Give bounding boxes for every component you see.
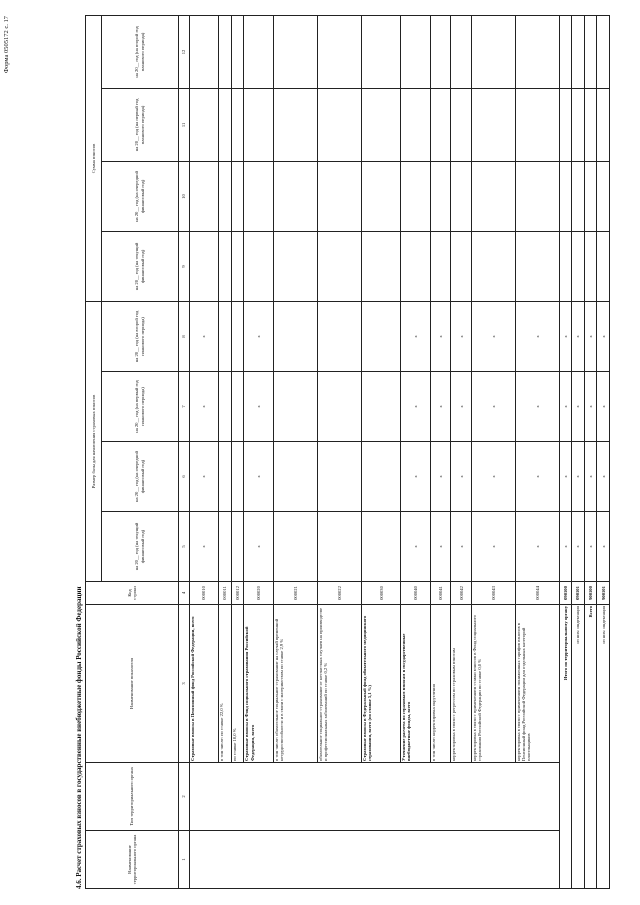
cell-x: x (597, 372, 610, 442)
header-base-second: на 20__ год (на второй год планового периода) (101, 301, 178, 371)
table-row (318, 15, 362, 888)
col-num: 3 (178, 605, 189, 763)
cell-x: x (572, 301, 585, 371)
row-code: 000012 (231, 582, 244, 605)
column-numbers-row (178, 15, 189, 888)
row-name: Уточнение расчета по страховым взносам в государственные внебюджетные фонды, всего (401, 605, 431, 763)
header-body-type: Тип территориального органа (86, 763, 179, 831)
table-row (451, 15, 471, 888)
cell-x (274, 512, 318, 582)
row-name: в том числе: обязательное социальное страхование на случай временной нетрудоспособности и в связи с материнством по ставке 2,9 % (274, 605, 318, 763)
table-row (189, 15, 219, 888)
cell-x: x (431, 372, 451, 442)
total-label: из них: индексация (572, 605, 585, 889)
header-base-current: на 20__ год (на текущий финансовый год) (101, 512, 178, 582)
cell-x: x (244, 301, 274, 371)
cell-x: x (515, 372, 559, 442)
cell-x (231, 301, 244, 371)
total-code: 090100 (559, 582, 572, 605)
cell-x: x (451, 512, 471, 582)
row-name: обязательное социальное страхование от несчастных случаев на производстве и профессиональных заболеваний по ставке 0,2 % (318, 605, 362, 763)
cell-x: x (559, 512, 572, 582)
row-code: 000020 (244, 582, 274, 605)
table-row (244, 15, 274, 888)
row-code: 000010 (189, 582, 219, 605)
header-base-first: на 20__ год (на первый год планового периода) (101, 372, 178, 442)
total-label: из них: индексация (597, 605, 610, 889)
cell-x: x (451, 301, 471, 371)
cell-x: x (471, 301, 515, 371)
cell-x (274, 301, 318, 371)
table-row (219, 15, 232, 888)
cell-x: x (431, 512, 451, 582)
row-name: Страховые взносы в Федеральный фонд обязательного медицинского страхования, всего (по ставке 5,1 %) (362, 605, 401, 763)
header-base-next: на 20__ год (на очередной финансовый год) (101, 442, 178, 512)
header-group-sum: Сумма взносов (86, 15, 102, 301)
cell-x: x (515, 442, 559, 512)
cell-x: x (559, 372, 572, 442)
cell-x: x (584, 512, 597, 582)
table-row (274, 15, 318, 888)
row-name: в том числе: корректировка округления (431, 605, 451, 763)
row-code: 000044 (515, 582, 559, 605)
cell-x (219, 372, 232, 442)
cell-x (219, 301, 232, 371)
contributions-table (85, 15, 610, 889)
cell-x: x (572, 442, 585, 512)
cell-x (231, 372, 244, 442)
cell-x: x (597, 512, 610, 582)
cell-x: x (401, 372, 431, 442)
cell-x: x (431, 301, 451, 371)
cell-x (362, 512, 401, 582)
row-code: 000041 (431, 582, 451, 605)
cell-x: x (401, 442, 431, 512)
row-name: корректировка в связи с применением пониженных тарифов взносов в Пенсионный фонд Российской Федерации для отдельных категорий плательщиков (515, 605, 559, 763)
table-row (401, 15, 431, 888)
total-label: Итого по территориальному органу (559, 605, 572, 889)
cell-x: x (189, 512, 219, 582)
row-code: 000040 (401, 582, 431, 605)
total-label: Всего (584, 605, 597, 889)
cell-x: x (401, 512, 431, 582)
cell-x (318, 301, 362, 371)
form-label: Форма 0505172 с. 17 (3, 16, 10, 74)
table-row (515, 15, 559, 888)
cell-x: x (515, 512, 559, 582)
row-name: Страховые взносы в Пенсионный фонд Российской Федерации, всего (189, 605, 219, 763)
header-sum-current: на 20__ год (на текущий финансовый год) (101, 231, 178, 301)
cell-x: x (189, 442, 219, 512)
row-code: 000022 (318, 582, 362, 605)
cell-x: x (451, 442, 471, 512)
cell-x: x (584, 442, 597, 512)
col-num: 1 (178, 831, 189, 889)
row-name: корректировка в связи с регрессом по страховым взносам (451, 605, 471, 763)
header-territorial-body: Наименование территориального органа (86, 831, 179, 889)
table-row (231, 15, 244, 888)
cell-x: x (471, 512, 515, 582)
row-code: 000011 (219, 582, 232, 605)
header-indicator: Наименование показателя (86, 605, 179, 763)
row-name: Страховые взносы в Фонд социального страхования Российской Федерации, всего (244, 605, 274, 763)
cell-x: x (572, 372, 585, 442)
section-title: 4.6. Расчет страховых взносов в государственные внебюджетные фонды Российской Федерации (75, 586, 83, 889)
row-name: по ставке 10,0 % (231, 605, 244, 763)
col-num: 10 (178, 161, 189, 231)
cell-x: x (559, 301, 572, 371)
cell-x: x (244, 442, 274, 512)
row-code: 000021 (274, 582, 318, 605)
cell-x: x (189, 301, 219, 371)
col-num: 11 (178, 88, 189, 161)
header-sum-next: на 20__ год (на очередной финансовый год) (101, 161, 178, 231)
cell-x: x (451, 372, 471, 442)
cell-x: x (597, 442, 610, 512)
total-code: 900100 (584, 582, 597, 605)
col-num: 9 (178, 231, 189, 301)
header-row-1 (86, 15, 102, 888)
cell-x: x (515, 301, 559, 371)
cell-x (219, 442, 232, 512)
cell-x (219, 512, 232, 582)
row-code: 000042 (451, 582, 471, 605)
cell-x (274, 372, 318, 442)
territorial-body-cell (189, 831, 559, 889)
row-code: 000030 (362, 582, 401, 605)
cell-x (318, 512, 362, 582)
header-sum-second: на 20__ год (на второй год планового периода) (101, 15, 178, 88)
cell-x: x (431, 442, 451, 512)
cell-x (231, 442, 244, 512)
cell-x: x (471, 442, 515, 512)
row-name: в том числе: по ставке 22,0 % (219, 605, 232, 763)
col-num: 12 (178, 15, 189, 88)
col-num: 2 (178, 763, 189, 831)
row-name: корректировка в связи с применением ставки взносов в Фонд социального страхования Российской Федерации по ставке 0,0 % (471, 605, 515, 763)
cell-x: x (189, 372, 219, 442)
header-group-base: Размер базы для начисления страховых взносов (86, 301, 102, 581)
col-num: 4 (178, 582, 189, 605)
cell-x: x (471, 372, 515, 442)
table-row (362, 15, 401, 888)
cell-x: x (401, 301, 431, 371)
total-row (572, 15, 585, 888)
cell-x: x (584, 372, 597, 442)
cell-x (318, 372, 362, 442)
cell-x: x (244, 512, 274, 582)
cell-x: x (559, 442, 572, 512)
table-row (471, 15, 515, 888)
cell-x (274, 442, 318, 512)
body-type-cell (189, 763, 559, 831)
cell-x (231, 512, 244, 582)
cell-x: x (584, 301, 597, 371)
col-num: 6 (178, 442, 189, 512)
col-num: 5 (178, 512, 189, 582)
col-num: 8 (178, 301, 189, 371)
total-code: 900101 (597, 582, 610, 605)
table-row (431, 15, 451, 888)
col-num: 7 (178, 372, 189, 442)
cell-x (362, 372, 401, 442)
cell-x (318, 442, 362, 512)
total-code: 090101 (572, 582, 585, 605)
cell-x: x (244, 372, 274, 442)
cell-x: x (597, 301, 610, 371)
total-row (597, 15, 610, 888)
total-row (584, 15, 597, 888)
row-code: 000043 (471, 582, 515, 605)
total-row (559, 15, 572, 888)
header-sum-first: на 20__ год (на первый год планового периода) (101, 88, 178, 161)
cell-x: x (572, 512, 585, 582)
cell-x (362, 301, 401, 371)
header-line-code: Код строки (86, 582, 179, 605)
cell-x (362, 442, 401, 512)
